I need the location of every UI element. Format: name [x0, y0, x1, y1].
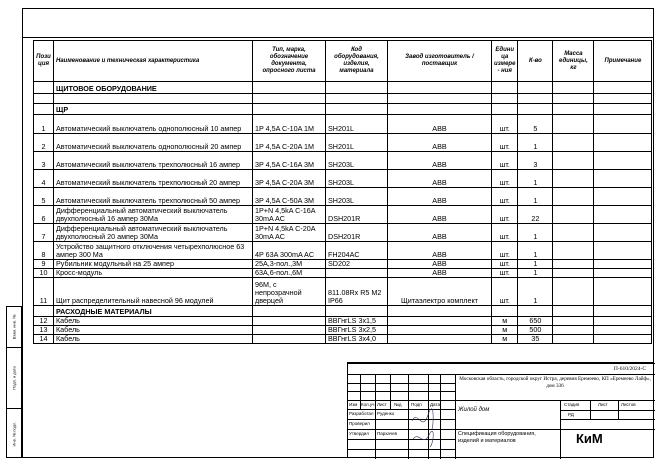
cell-unit: шт. [492, 134, 518, 152]
doc-code: П-610/2024-С [613, 366, 646, 372]
side-stamp-sign-date: Подп. и дата [11, 366, 17, 390]
cell-pos: 13 [34, 326, 54, 335]
cell-maker [388, 94, 492, 104]
table-row [34, 134, 652, 152]
cell-type: 25A,3-пол.,3M [253, 260, 326, 269]
cell-type [253, 317, 326, 326]
cell-unit: шт. [492, 242, 518, 260]
cell-unit: м [492, 326, 518, 335]
table-row [34, 224, 652, 242]
cell-code: ВВГнгLS 3х2,5 [326, 326, 388, 335]
cell-code: ВВГнгLS 3х1,5 [326, 317, 388, 326]
cell-type: 96M, с непрозрачной дверцей [253, 278, 326, 306]
cell-mass [553, 152, 594, 170]
cell-mass [553, 94, 594, 104]
cell-note [594, 188, 652, 206]
cell-pos: 6 [34, 206, 54, 224]
cell-maker [388, 317, 492, 326]
table-row [34, 206, 652, 224]
section-row [34, 82, 652, 94]
cell-unit: шт. [492, 152, 518, 170]
cell-type [253, 335, 326, 344]
cell-qty [518, 104, 553, 115]
cell-maker: ABB [388, 224, 492, 242]
cell-mass [553, 335, 594, 344]
specification-table [33, 40, 652, 344]
cell-qty: 1 [518, 188, 553, 206]
cell-pos: 1 [34, 115, 54, 134]
cell-name: Автоматический выключатель трехполюсный 16 ампер [54, 152, 253, 170]
cell-code: SH203L [326, 188, 388, 206]
approved-by-name: Пархачев [377, 431, 398, 436]
cell-name: Устройство защитного отключения четырехполюсное 63 ампер 300 Ма [54, 242, 253, 260]
cell-code: SH201L [326, 115, 388, 134]
cell-code [326, 306, 388, 317]
cell-type [253, 326, 326, 335]
cell-note [594, 317, 652, 326]
cell-maker: ABB [388, 115, 492, 134]
cell-mass [553, 104, 594, 115]
table-row [34, 188, 652, 206]
cell-type: 1P 4,5A C-20A 1M [253, 134, 326, 152]
cell-type: 1P+N 4,5kA C-16A 30mA AC [253, 206, 326, 224]
cell-unit: м [492, 335, 518, 344]
cell-note [594, 242, 652, 260]
sheet-title: Спецификация оборудования, изделий и материалов [458, 431, 536, 444]
cell-mass [553, 317, 594, 326]
stage-value: РД [568, 412, 574, 417]
cell-note [594, 260, 652, 269]
cell-unit: шт. [492, 224, 518, 242]
cell-mass [553, 188, 594, 206]
cell-code: DSH201R [326, 206, 388, 224]
cell-pos: 4 [34, 170, 54, 188]
cell-unit [492, 82, 518, 94]
cell-pos [34, 94, 54, 104]
cell-unit [492, 306, 518, 317]
cell-pos: 5 [34, 188, 54, 206]
cell-note [594, 326, 652, 335]
cell-qty: 35 [518, 335, 553, 344]
side-stamp-original-inv: Инв. № подл. [11, 421, 17, 447]
cell-note [594, 94, 652, 104]
cell-note [594, 170, 652, 188]
cell-qty: 22 [518, 206, 553, 224]
cell-code [326, 269, 388, 278]
col-header-mass: Масса единицы, кг [553, 41, 594, 82]
cell-name: Рубильник модульный на 25 ампер [54, 260, 253, 269]
cell-maker: Щитаэлектро комплект [388, 278, 492, 306]
cell-mass [553, 326, 594, 335]
cell-note [594, 306, 652, 317]
side-cell-replace [7, 307, 21, 348]
cell-note [594, 269, 652, 278]
cell-maker: ABB [388, 269, 492, 278]
cell-note [594, 278, 652, 306]
side-cell-sign [7, 348, 21, 409]
signature-image [410, 403, 436, 457]
cell-code [326, 82, 388, 94]
cell-qty: 1 [518, 242, 553, 260]
cell-maker: ABB [388, 260, 492, 269]
developed-by-name: Руденко [377, 411, 395, 416]
table-row [34, 278, 652, 306]
cell-maker [388, 335, 492, 344]
cell-qty [518, 94, 553, 104]
cell-pos [34, 82, 54, 94]
col-header-unit: Едини ца измере - ния [492, 41, 518, 82]
cell-unit: шт. [492, 170, 518, 188]
cell-type [253, 104, 326, 115]
cell-type: 3P 4,5A C-50A 3M [253, 188, 326, 206]
cell-qty: 1 [518, 269, 553, 278]
cell-name: Автоматический выключатель однополюсный 10 ампер [54, 115, 253, 134]
table-row [34, 242, 652, 260]
cell-mass [553, 242, 594, 260]
cell-type: 3P 4,5A C-20A 3M [253, 170, 326, 188]
table-row [34, 170, 652, 188]
sheets-label: Листов [621, 402, 636, 407]
blank-row [34, 94, 652, 104]
cell-code: SH201L [326, 134, 388, 152]
cell-pos: 3 [34, 152, 54, 170]
checked-by-label: Проверил [349, 421, 370, 426]
cell-pos: 9 [34, 260, 54, 269]
cell-code: ВВГнгLS 3х4,0 [326, 335, 388, 344]
cell-name: Автоматический выключатель однополюсный 20 ампер [54, 134, 253, 152]
cell-qty: 1 [518, 260, 553, 269]
cell-pos: 11 [34, 278, 54, 306]
cell-unit: шт. [492, 188, 518, 206]
cell-code [326, 94, 388, 104]
cell-name: Дифференциальный автоматический выключатель двухполюсный 16 ампер 30Ма [54, 206, 253, 224]
cell-pos: 8 [34, 242, 54, 260]
cell-pos: 10 [34, 269, 54, 278]
cell-name: Дифференциальный автоматический выключатель двухполюсный 20 ампер 30Ма [54, 224, 253, 242]
hdr-podp: Подп [411, 402, 422, 407]
cell-mass [553, 260, 594, 269]
cell-name: ЩИТОВОЕ ОБОРУДОВАНИЕ [54, 82, 253, 94]
cell-pos: 2 [34, 134, 54, 152]
cell-unit [492, 94, 518, 104]
hdr-ndoc: №д [394, 402, 402, 407]
table-row [34, 335, 652, 344]
cell-maker: ABB [388, 188, 492, 206]
cell-qty: 500 [518, 326, 553, 335]
cell-maker [388, 82, 492, 94]
cell-note [594, 115, 652, 134]
cell-name: ЩР [54, 104, 253, 115]
cell-unit: м [492, 317, 518, 326]
hdr-list: Лист [377, 402, 387, 407]
developed-by-label: Разработал [349, 411, 374, 416]
top-strip [22, 8, 654, 38]
cell-qty [518, 82, 553, 94]
cell-qty: 1 [518, 170, 553, 188]
cell-mass [553, 206, 594, 224]
approved-by-label: Утвердил [349, 431, 369, 436]
object-address: Московская область, городской округ Истра, деревня Еремеево, КП «Еремеево Лайф», дом 336 [459, 376, 651, 389]
cell-qty: 1 [518, 278, 553, 306]
cell-unit [492, 104, 518, 115]
cell-unit: шт. [492, 206, 518, 224]
cell-note [594, 224, 652, 242]
cell-name: Кабель [54, 335, 253, 344]
company-logo: КиМ [576, 431, 603, 446]
cell-mass [553, 82, 594, 94]
cell-pos: 7 [34, 224, 54, 242]
cell-maker: ABB [388, 170, 492, 188]
cell-maker [388, 326, 492, 335]
cell-type [253, 94, 326, 104]
col-header-maker: Завод изготовитель / поставщик [388, 41, 492, 82]
cell-code: SH203L [326, 170, 388, 188]
cell-note [594, 82, 652, 94]
hdr-kol: Кол.уч [361, 402, 375, 407]
cell-qty: 1 [518, 134, 553, 152]
table-row [34, 115, 652, 134]
cell-pos: 14 [34, 335, 54, 344]
cell-name: РАСХОДНЫЕ МАТЕРИАЛЫ [54, 306, 253, 317]
cell-type [253, 82, 326, 94]
cell-qty: 650 [518, 317, 553, 326]
cell-pos [34, 306, 54, 317]
section-row [34, 104, 652, 115]
cell-maker: ABB [388, 242, 492, 260]
cell-type: 4P 63A 300mA AC [253, 242, 326, 260]
cell-code: SH203L [326, 152, 388, 170]
cell-maker: ABB [388, 206, 492, 224]
cell-qty: 3 [518, 152, 553, 170]
cell-code [326, 104, 388, 115]
cell-mass [553, 134, 594, 152]
cell-type: 3P 4,5A C-16A 3M [253, 152, 326, 170]
cell-mass [553, 278, 594, 306]
col-header-note: Примечание [594, 41, 652, 82]
hdr-date: Дата [430, 402, 440, 407]
title-block [347, 362, 654, 458]
table-row [34, 152, 652, 170]
object-name: Жилой дом [458, 407, 490, 413]
cell-code: SD202 [326, 260, 388, 269]
table-row [34, 326, 652, 335]
table-row [34, 317, 652, 326]
cell-mass [553, 115, 594, 134]
cell-pos [34, 104, 54, 115]
cell-mass [553, 306, 594, 317]
cell-code: 811.08Rx R5 M2 IP66 [326, 278, 388, 306]
cell-code: FH204AC [326, 242, 388, 260]
cell-unit: шт. [492, 260, 518, 269]
cell-note [594, 335, 652, 344]
table-header-row [34, 41, 652, 82]
col-header-qty: К-во [518, 41, 553, 82]
col-header-name: Наименование и техническая характеристика [54, 41, 253, 82]
side-stamp [6, 306, 22, 458]
cell-maker: ABB [388, 152, 492, 170]
cell-name: Кросс-модуль [54, 269, 253, 278]
side-stamp-replace-inv: Взам. инв. № [11, 314, 17, 340]
cell-unit: шт. [492, 269, 518, 278]
side-cell-inv [7, 409, 21, 459]
stage-label: Стадия [564, 402, 580, 407]
cell-note [594, 104, 652, 115]
cell-qty: 1 [518, 224, 553, 242]
cell-qty [518, 306, 553, 317]
cell-type [253, 306, 326, 317]
cell-mass [553, 269, 594, 278]
sheet-label: Лист [598, 402, 608, 407]
cell-name: Кабель [54, 317, 253, 326]
cell-unit: шт. [492, 278, 518, 306]
col-header-type: Тип, марка, обозначение документа, опросного листа [253, 41, 326, 82]
cell-maker: ABB [388, 134, 492, 152]
cell-mass [553, 170, 594, 188]
cell-code: DSH201R [326, 224, 388, 242]
cell-note [594, 134, 652, 152]
cell-pos: 12 [34, 317, 54, 326]
cell-name: Кабель [54, 326, 253, 335]
cell-note [594, 206, 652, 224]
col-header-code: Код оборудования, изделия, материала [326, 41, 388, 82]
section-row [34, 306, 652, 317]
cell-name: Автоматический выключатель трехполюсный 50 ампер [54, 188, 253, 206]
cell-name: Щит распределительный навесной 96 модулей [54, 278, 253, 306]
cell-type: 1P+N 4,5kA C-20A 30mA AC [253, 224, 326, 242]
cell-name [54, 94, 253, 104]
cell-mass [553, 224, 594, 242]
hdr-izm: Изм [349, 402, 358, 407]
table-row [34, 269, 652, 278]
cell-maker [388, 306, 492, 317]
table-row [34, 260, 652, 269]
col-header-pos: Пози ция [34, 41, 54, 82]
cell-type: 1P 4,5A C-10A 1M [253, 115, 326, 134]
cell-name: Автоматический выключатель трехполюсный 20 ампер [54, 170, 253, 188]
cell-type: 63A,6-пол.,6M [253, 269, 326, 278]
cell-maker [388, 104, 492, 115]
cell-qty: 5 [518, 115, 553, 134]
cell-unit: шт. [492, 115, 518, 134]
cell-note [594, 152, 652, 170]
